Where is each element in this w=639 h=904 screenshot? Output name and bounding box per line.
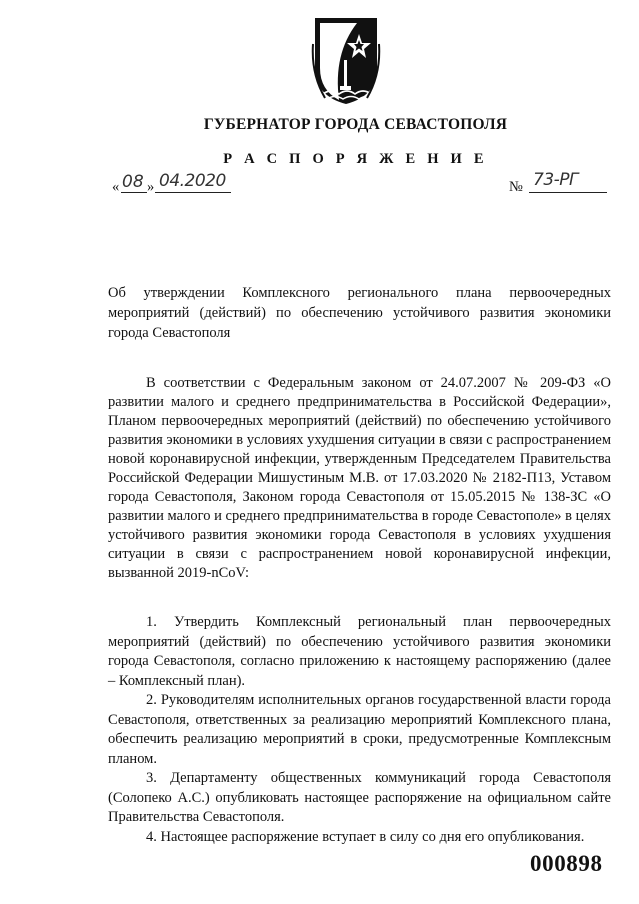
document-number xyxy=(509,170,609,196)
date-month-year-handwritten: 04.2020 xyxy=(159,171,226,191)
office-title: ГУБЕРНАТОР ГОРОДА СЕВАСТОПОЛЯ xyxy=(203,116,508,133)
date-day-handwritten: 08 xyxy=(122,172,144,192)
document-type: Р А С П О Р Я Ж Е Н И Е xyxy=(223,151,488,167)
number-handwritten: 73-РГ xyxy=(533,170,578,190)
orders-list xyxy=(108,613,611,847)
date-day-underline xyxy=(121,192,147,193)
document-subject: Об утверждении Комплексного регионального плана первоочередных мероприятий (действий) по обеспечению устойчивого развития экономики города Севастополя xyxy=(108,285,611,341)
date-quote-open: « xyxy=(112,179,120,195)
serial-number: 000898 xyxy=(530,851,603,876)
date-month-underline xyxy=(155,192,231,193)
number-underline xyxy=(529,192,607,193)
order-item-4: 4. Настоящее распоряжение вступает в силу со дня его опубликования. xyxy=(146,828,585,845)
order-item-3: 3. Департаменту общественных коммуникаций города Севастополя (Солопеко А.С.) опубликовать настоящее распоряжение на официальном сайте Правительства Севастополя. xyxy=(108,770,611,825)
preamble-paragraph: В соответствии с Федеральным законом от 24.07.2007 № 209-ФЗ «О развитии малого и среднего предпринимательства в Российской Федерации», Планом первоочередных мероприятий (действий) по обеспечению устойчивого развития экономики в условиях ухудшения ситуации в связи с распространением новой коронавирусной инфекции, утвержденным Председателем Правительства Российской Федерации Мишустиным М.В. от 17.03.2020 № 2182-П13, Уставом города Севастополя, Законом города Севастополя от 15.05.2015 № 138-ЗС «О развитии малого и среднего предпринимательства в городе Севастополе» в целях устойчивого развития экономики города Севастополя в условиях ухудшения ситуации в связи с распространением новой коронавирусной инфекции, вызванной 2019-nCoV: xyxy=(108,375,612,581)
order-item-2: 2. Руководителям исполнительных органов государственной власти города Севастополя, ответственных за реализацию мероприятий Комплексного плана, обеспечить реализацию мероприятий в сроки, предусмотренные Комплексным планом. xyxy=(108,692,611,767)
sevastopol-coat-of-arms-icon xyxy=(311,14,381,106)
order-item-1: 1. Утвердить Комплексный региональный план первоочередных мероприятий (действий) по обеспечению устойчивого развития экономики города Севастополя, согласно приложению к настоящему распоряжению (далее – Комплексный план). xyxy=(108,614,611,689)
document-date xyxy=(112,170,234,196)
date-quote-close: » xyxy=(147,179,155,195)
number-sign: № xyxy=(509,179,523,195)
